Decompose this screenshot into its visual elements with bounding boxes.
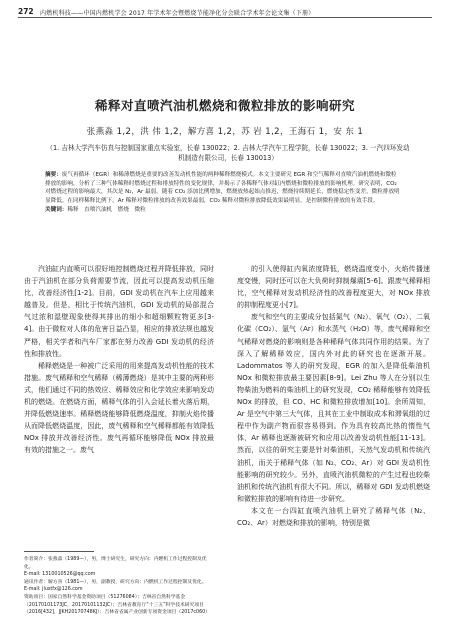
paragraph: 本文在一台四缸直喷汽油机上研究了稀释气体（N₂、CO₂、Ar）对燃烧和排放的影响，特别是微 bbox=[237, 506, 430, 527]
paragraph: 汽油缸内直喷可以很好地控制燃烧过程并降低排放，同时由于汽油机在部分负荷需要节流，因此可以提高发动机压缩比，改善经济性[1-2]。目前，GDI 发动机在汽车上应用越来越普及。但是，相比于传统汽油机，GDI 发动机的局部混合气过浓和湿壁现象使得其排出的细小和超细颗粒物更多[3-4]。由于微粒对人体的危害日益凸显，相应的排放法规也越发严格，相关学者和汽车厂家都在努力改善 GDI 发动机的经济性和排放性。 bbox=[24, 265, 214, 358]
keywords bbox=[45, 206, 401, 215]
abstract-block bbox=[45, 171, 401, 237]
footnote-email: E-mail: jlustfx@126.com bbox=[24, 587, 83, 593]
footnote-corresponding: 通讯作者：解方喜（1981—），男，副教授，研究方向：内燃机工作过程控制及优化。 bbox=[24, 579, 207, 585]
body-column-left bbox=[24, 263, 214, 457]
abstract bbox=[45, 171, 401, 205]
keywords-label: 关键词： bbox=[45, 207, 68, 214]
footnotes bbox=[24, 556, 214, 617]
footnote-email: E-mail: 1310010526@qq.com bbox=[24, 572, 96, 578]
footnote-funding: 资助项目：国家自然科学基金资助项目（51276084）；吉林省自然科学基金（20170101173JC，20170101132JC）；吉林省教育厅“十三五”科学技术研究项目（2016[432]，JJKH20170748KJ）；吉林省省属产业创新专项资金项目（2017c060） bbox=[24, 594, 211, 616]
keywords-text: 稀释 直喷汽油机 燃烧 微粒 bbox=[67, 207, 146, 214]
footnote-rule bbox=[24, 551, 94, 552]
abstract-label: 摘要： bbox=[45, 172, 62, 178]
page-number: 272 bbox=[18, 7, 34, 16]
running-header bbox=[18, 4, 432, 21]
author-list: 张燕淼 1,2，洪 伟 1,2，解方喜 1,2，苏 岩 1,2，王海石 1，安 东 1 bbox=[86, 127, 364, 137]
paragraph: 的引入使得缸内氧浓度降低，燃烧温度变小，火焰传播速度变慢，同时还可以在大负荷时抑制爆震[5-6]。跟废气稀释相比，空气稀释对发动机经济性的改善程度更大，对 NOx 排放的抑制程度更小[7]。 bbox=[237, 265, 430, 310]
body-column-right bbox=[237, 263, 430, 529]
journal-title: 内燃机科技——中国内燃机学会 2017 年学术年会暨燃烧节能净化分会联合学术年会论文集（下册） bbox=[40, 10, 315, 17]
header-rule bbox=[18, 17, 432, 18]
paragraph: 废气和空气的主要成分包括氮气（N₂）、氧气（O₂）、二氧化碳（CO₂）、氩气（Ar）和水蒸气（H₂O）等，废气稀释和空气稀释对燃烧的影响则是各种稀释气体共同作用的结果。为了深入了解稀释效应，国内外对此的研究也在逐渐开展。Ladommatos 等人的研究发现，EGR 的加入是降低柴油机 NOx 和微粒排放最主要因素[8-9]。Lei Zhu 等人在分别以生物柴油为燃料的柴油机上的研究发现，CO₂ 稀释能够有效降低 NOx 的排放，但 CO、HC 和微粒排放增加[10]。余所周知，Ar 是空气中第三大气体，且其在工业中制取成本和滞氧组的过程中作为副产物而很容易得到。作为具有较高比热的惰性气体，Ar 稀释也逐渐被研究和应用以改善发动机性能[11-13]。然而，以往的研究主要是针对柴油机，天然气发动机和传统汽油机，而关于稀释气体（如 N₂、CO₂、Ar）对 GDI 发动机性能影响的研究较少。另外，直喷汽油机微粒的产生过程也较柴油机和传统汽油机有很大不同。所以，稀释对 GDI 发动机燃烧和微粒排放的影响有待进一步研究。 bbox=[237, 313, 430, 503]
affiliations: （1. 吉林大学汽车仿真与控制国家重点实验室，长春 130022；2. 吉林大学汽车工程学院，长春 130022；3. 一汽四环发动机制造有限公司，长春 130013） bbox=[46, 144, 410, 162]
paper-title: 稀释对直喷汽油机燃烧和微粒排放的影响研究 bbox=[94, 98, 355, 113]
abstract-text: 废气再循环（EGR）和稀薄燃烧是重要的改善发动机性能的两种稀释燃烧模式。本文主要研究 EGR 和空气稀释对直喷汽油机燃烧和微粒排放的影响，分析了三种气体稀释时燃烧过程和排放特性的变化规律，并揭示了各稀释气体对缸内燃烧和微粒排放的影响机理。研究表明，CO₂ 对燃烧过程的影响最大，其次是 N₂，Ar 最弱。随着 CO₂ 添加比例增加，燃烧放热起始点推迟，燃烧持续期延长，燃烧稳定性变差，微粒排放明显降低。在同样稀释比例下，Ar 稀释对微粒排放的改善效果最弱，CO₂ 稀释对微粒排放降低效果最明显，是控制微粒排放的有效手段。 bbox=[45, 172, 400, 204]
paragraph: 稀释燃烧是一种被广泛采用的用来提高发动机性能的技术措施。废气稀释和空气稀释（稀薄燃烧）是其中主要的两种形式，他们通过不同的热效应、稀释效应和化学效应来影响发动机的燃烧。在燃烧方面，稀释气体的引入会延长着火落后期，并降低燃烧速率。稀释燃烧能够降低燃烧温度，抑制火焰传播从而降低燃烧温度，因此，废气稀释和空气稀释都能有效降低 NOx 排放并改善经济性。废气再循环能够降低 NOx 排放最有效的措施之一。废气 bbox=[24, 361, 214, 455]
footnote-author: 作者简介：张燕淼（1989—），男，博士研究生，研究方向：内燃机工作过程控制及优化。 bbox=[24, 557, 207, 570]
